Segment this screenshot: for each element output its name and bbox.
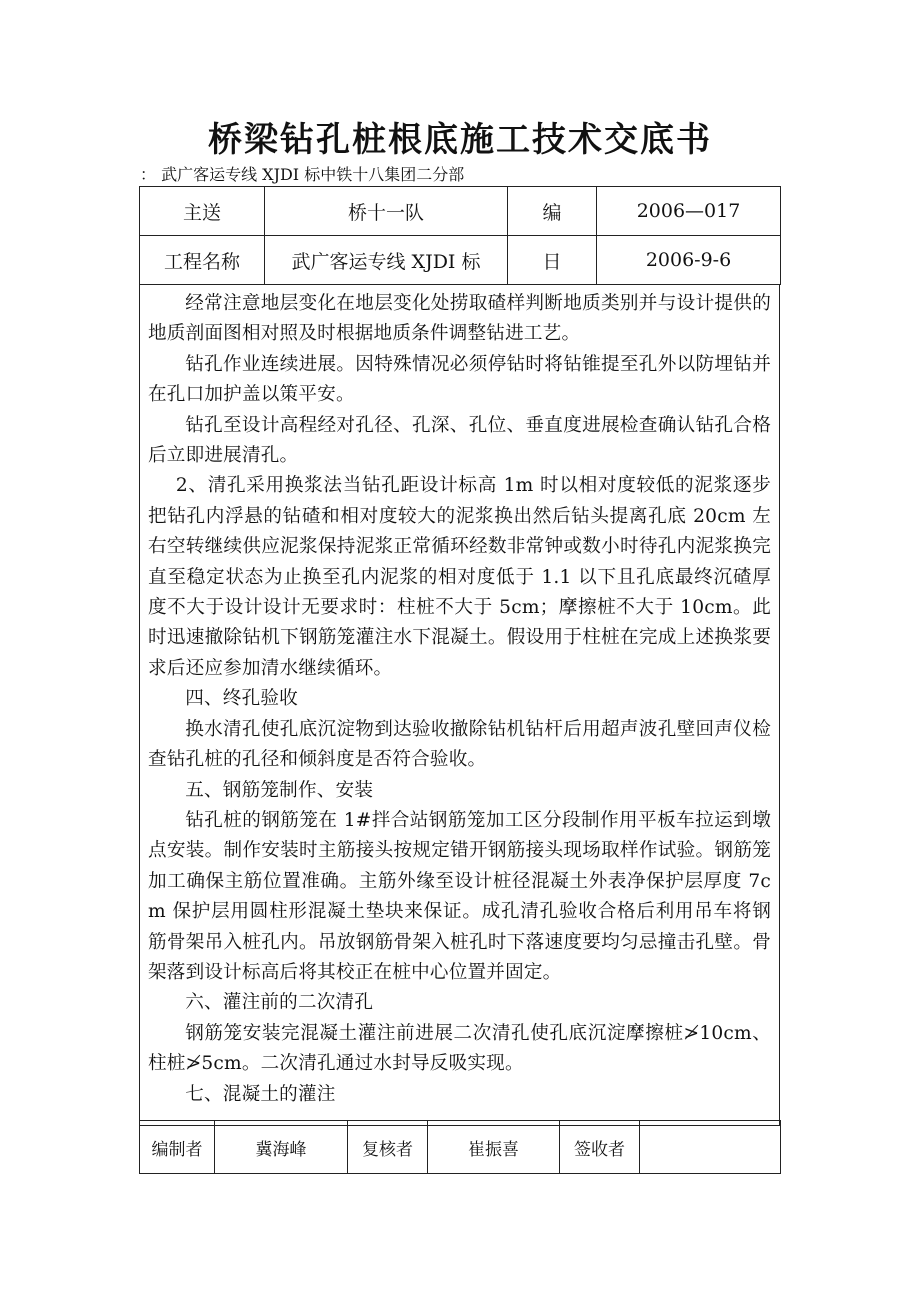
reviewer-name: 崔振喜 (428, 1121, 560, 1174)
date-value: 2006-9-6 (597, 236, 781, 285)
document-subtitle: ： 武广客运专线 XJDI 标中铁十八集团二分部 (140, 165, 465, 184)
date-label: 日 (508, 236, 597, 285)
receiver-name (640, 1121, 781, 1174)
heading-concrete-pouring: 七、混凝土的灌注 (185, 1083, 336, 1105)
content-cell (140, 285, 780, 1126)
paragraph-stratum: 经常注意地层变化在地层变化处捞取碴样判断地质类别并与设计提供的地质剖面图相对照及时根据地质条件调整钻进工艺。 (148, 293, 771, 345)
compiler-label: 编制者 (140, 1121, 215, 1174)
document-title: 桥梁钻孔桩根底施工技术交底书 (208, 120, 712, 160)
signature-table (139, 1120, 781, 1174)
reviewer-label: 复核者 (348, 1121, 428, 1174)
paragraph-secondary-cleaning: 钢筋笼安装完混凝土灌注前进展二次清孔使孔底沉淀摩擦桩≯10cm、柱桩≯5cm。二次清孔通过水封导反吸实现。 (148, 1022, 771, 1075)
recipient-value: 桥十一队 (265, 187, 508, 236)
paragraph-hole-cleaning: 2、清孔采用换浆法当钻孔距设计标高 1m 时以相对度较低的泥浆逐步把钻孔内浮悬的钻碴和相对度较大的泥浆换出然后钻头提离孔底 20cm 左右空转继续供应泥浆保持泥浆正常循环经数非常钟或数小时待孔内泥浆换完直至稳定状态为止换至孔内泥浆的相对度低于 1.1 以下且孔底最终沉碴厚度不大于设计设计无要求时：柱桩不大于 5cm；摩擦桩不大于 10cm。此时迅速撤除钻机下钢筋笼灌注水下混凝土。假设用于柱桩在完成上述换浆要求后还应参加清水继续循环。 (148, 475, 771, 679)
paragraph-rebar-cage: 钻孔桩的钢筋笼在 1#拌合站钢筋笼加工区分段制作用平板车拉运到墩点安装。制作安装时主筋接头按规定错开钢筋接头现场取样作试验。钢筋笼加工确保主筋位置准确。主筋外缘至设计桩径混凝土外表净保护层厚度 7cm 保护层用圆柱形混凝土垫块来保证。成孔清孔验收合格后利用吊车将钢筋骨架吊入桩孔内。吊放钢筋骨架入桩孔时下落速度要均匀忌撞击孔壁。骨架落到设计标高后将其校正在桩中心位置并固定。 (148, 809, 771, 983)
paragraph-hole-check: 钻孔至设计高程经对孔径、孔深、孔位、垂直度进展检查确认钻孔合格后立即进展清孔。 (148, 414, 771, 467)
paragraph-final-inspection: 换水清孔使孔底沉淀物到达验收撤除钻机钻杆后用超声波孔壁回声仪检查钻孔桩的孔径和倾斜度是否符合验收。 (148, 718, 771, 771)
content-table (139, 284, 780, 1126)
header-table (139, 186, 781, 285)
number-label: 编 (508, 187, 597, 236)
compiler-name: 冀海峰 (215, 1121, 348, 1174)
project-value: 武广客运专线 XJDI 标 (265, 236, 508, 285)
project-label: 工程名称 (140, 236, 265, 285)
recipient-label: 主送 (140, 187, 265, 236)
number-value: 2006—017 (597, 187, 781, 236)
heading-final-inspection: 四、终孔验收 (185, 688, 298, 710)
header-row-project (140, 236, 781, 285)
paragraph-continuous-drilling: 钻孔作业连续进展。因特殊情况必须停钻时将钻锥提至孔外以防埋钻并在孔口加护盖以策平安。 (148, 353, 771, 406)
heading-secondary-cleaning: 六、灌注前的二次清孔 (185, 992, 374, 1014)
receiver-label: 签收者 (560, 1121, 640, 1174)
heading-rebar-cage: 五、钢筋笼制作、安装 (185, 779, 374, 801)
header-row-recipient (140, 187, 781, 236)
